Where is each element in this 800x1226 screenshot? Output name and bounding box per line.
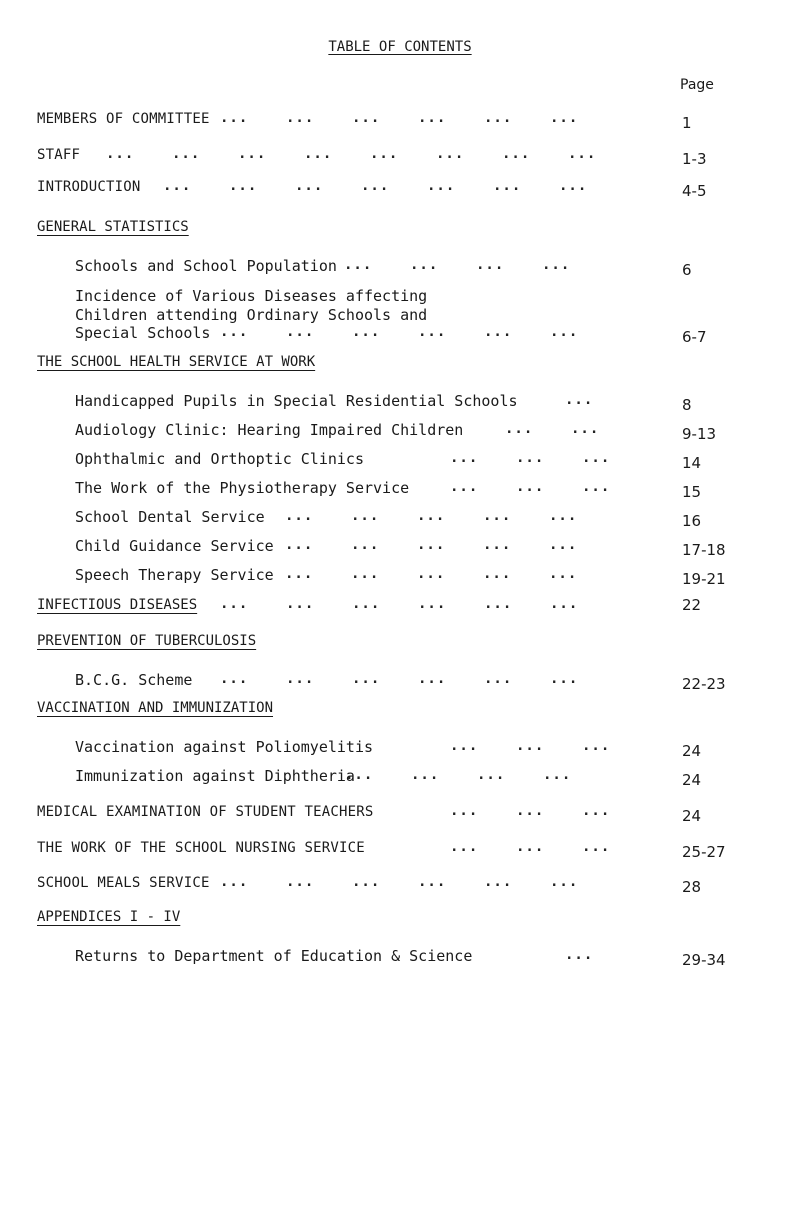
- entry-label: Immunization against Diphtheria: [75, 767, 355, 785]
- entry-label: STAFF: [37, 147, 81, 163]
- entry-label: MEDICAL EXAMINATION OF STUDENT TEACHERS: [37, 804, 374, 820]
- dot-leader: ... ... ...: [450, 738, 611, 754]
- entry-label: The Work of the Physiotherapy Service: [75, 479, 410, 497]
- dot-leader: ... ... ... ... ... ...: [220, 671, 579, 687]
- entry-page: 1-3: [682, 150, 707, 168]
- section-heading-vaccination: VACCINATION AND IMMUNIZATION: [37, 700, 274, 716]
- section-heading-infectious-diseases: INFECTIOUS DISEASES: [37, 597, 198, 613]
- entry-page: 9-13: [682, 425, 717, 443]
- entry-label: Schools and School Population: [75, 257, 337, 275]
- entry-page: 6-7: [682, 328, 707, 346]
- entry-page: 4-5: [682, 182, 707, 200]
- entry-label: Returns to Department of Education & Science: [75, 947, 473, 965]
- dot-leader: ... ... ... ... ... ... ... ...: [106, 146, 597, 162]
- entry-label: Speech Therapy Service: [75, 566, 274, 584]
- dot-leader: ... ... ... ... ...: [285, 508, 578, 524]
- dot-leader: ... ... ... ... ...: [285, 537, 578, 553]
- section-heading-appendices: APPENDICES I - IV: [37, 909, 181, 925]
- entry-page: 25-27: [682, 843, 726, 861]
- dot-leader: ... ... ... ... ... ...: [220, 874, 579, 890]
- entry-label: Child Guidance Service: [75, 537, 274, 555]
- entry-page: 16: [682, 512, 702, 530]
- entry-label-line: Children attending Ordinary Schools and: [75, 306, 428, 324]
- entry-page: 1: [682, 114, 692, 132]
- dot-leader: ... ... ... ... ... ... ...: [163, 178, 588, 194]
- entry-page: 22-23: [682, 675, 726, 693]
- entry-page: 15: [682, 483, 702, 501]
- entry-label: Handicapped Pupils in Special Residential Schools: [75, 392, 518, 410]
- entry-label: MEMBERS OF COMMITTEE: [37, 111, 210, 127]
- dot-leader: ... ... ...: [450, 450, 611, 466]
- section-heading-general-statistics: GENERAL STATISTICS: [37, 219, 189, 235]
- dot-leader: ... ... ... ... ...: [285, 566, 578, 582]
- dot-leader: ... ... ...: [450, 839, 611, 855]
- entry-page: 22: [682, 596, 702, 614]
- entry-label-line: Special Schools: [75, 324, 211, 342]
- entry-page: 28: [682, 878, 702, 896]
- dot-leader: ...: [565, 392, 594, 408]
- dot-leader: ... ... ... ... ... ...: [220, 324, 579, 340]
- dot-leader: ... ... ...: [450, 479, 611, 495]
- dot-leader: ...: [565, 947, 594, 963]
- entry-label: INTRODUCTION: [37, 179, 141, 195]
- entry-label: B.C.G. Scheme: [75, 671, 193, 689]
- entry-page: 14: [682, 454, 702, 472]
- page-column-header: Page: [680, 77, 714, 93]
- entry-page: 8: [682, 396, 692, 414]
- dot-leader: ... ... ... ... ... ...: [220, 110, 579, 126]
- entry-page: 24: [682, 807, 702, 825]
- entry-page: 29-34: [682, 951, 726, 969]
- entry-page: 24: [682, 771, 702, 789]
- entry-page: 17-18: [682, 541, 726, 559]
- dot-leader: ... ... ... ... ... ...: [220, 596, 579, 612]
- entry-page: 24: [682, 742, 702, 760]
- entry-label: Vaccination against Poliomyelitis: [75, 738, 374, 756]
- page-title: TABLE OF CONTENTS: [328, 39, 472, 55]
- dot-leader: ... ... ... ...: [345, 767, 572, 783]
- section-heading-health-service: THE SCHOOL HEALTH SERVICE AT WORK: [37, 354, 316, 370]
- section-heading-tuberculosis: PREVENTION OF TUBERCULOSIS: [37, 633, 257, 649]
- dot-leader: ... ... ...: [450, 803, 611, 819]
- dot-leader: ... ... ... ...: [344, 257, 571, 273]
- entry-label: Ophthalmic and Orthoptic Clinics: [75, 450, 364, 468]
- entry-page: 6: [682, 261, 692, 279]
- entry-label: School Dental Service: [75, 508, 265, 526]
- entry-label: SCHOOL MEALS SERVICE: [37, 875, 210, 891]
- entry-label: Audiology Clinic: Hearing Impaired Children: [75, 421, 464, 439]
- entry-label-line: Incidence of Various Diseases affecting: [75, 287, 428, 305]
- entry-page: 19-21: [682, 570, 726, 588]
- entry-label: THE WORK OF THE SCHOOL NURSING SERVICE: [37, 840, 365, 856]
- dot-leader: ... ...: [505, 421, 600, 437]
